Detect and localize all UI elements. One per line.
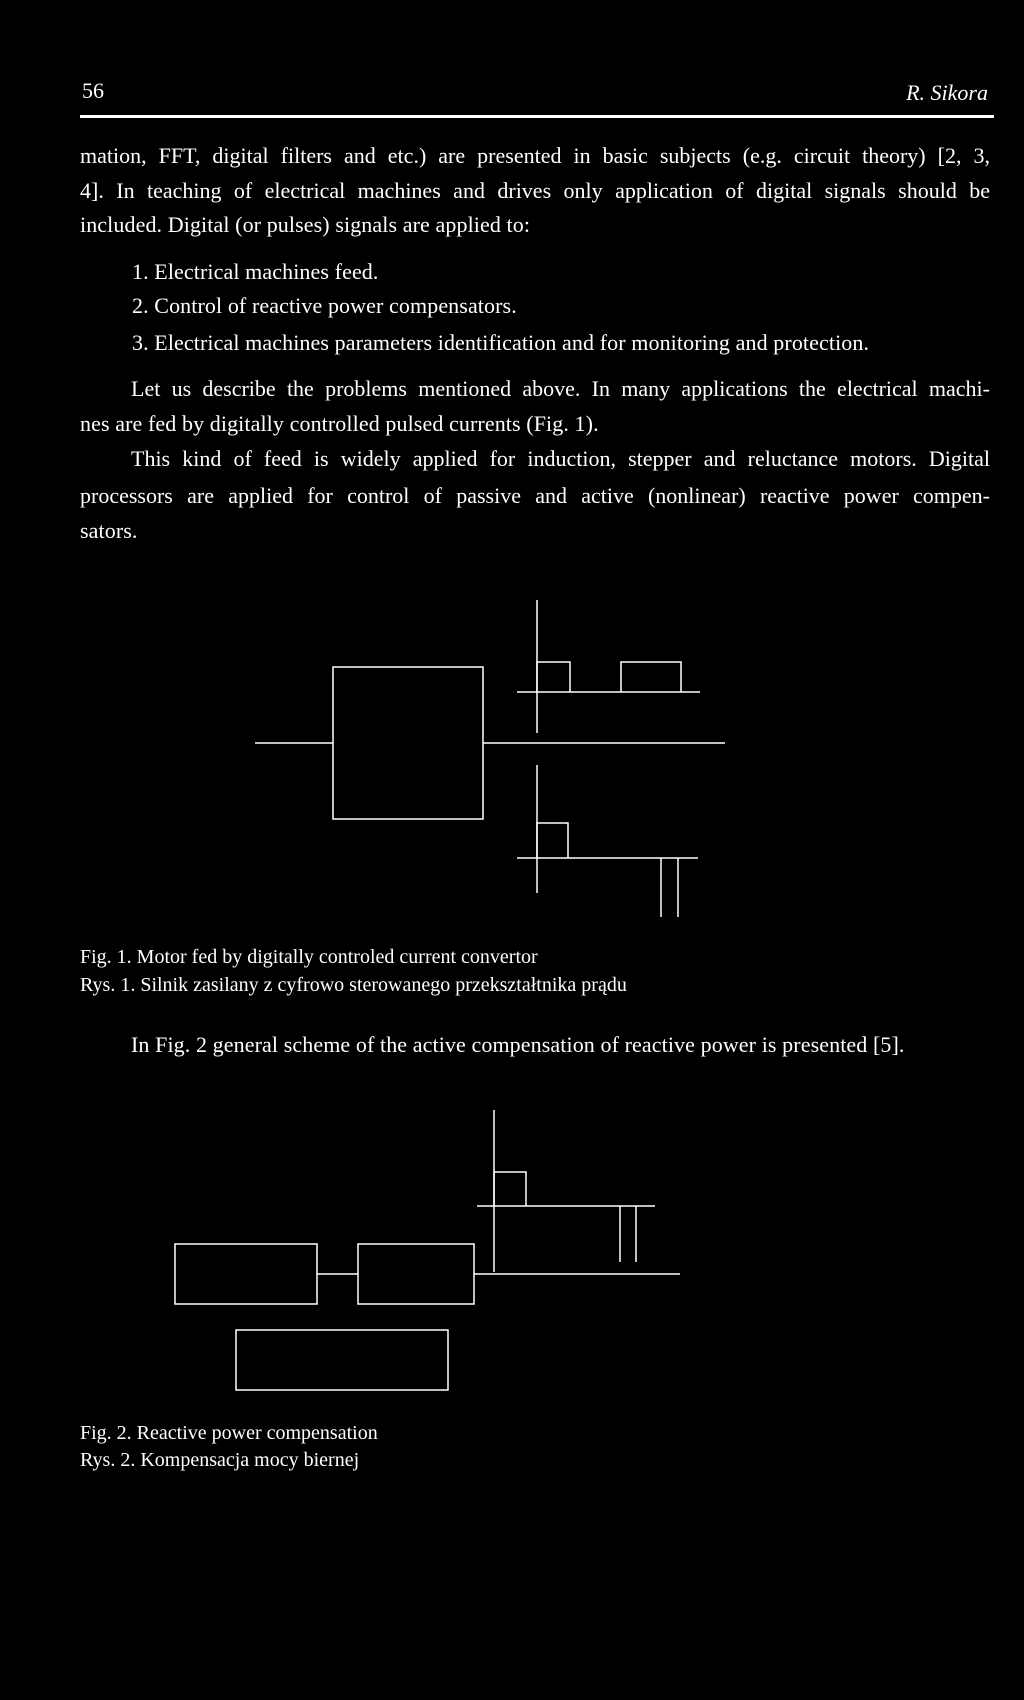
fig2-block-middle — [358, 1244, 474, 1304]
fig1-caption-pl: Rys. 1. Silnik zasilany z cyfrowo sterowanego przekształtnika prądu — [80, 974, 627, 996]
fig1-converter-block — [333, 667, 483, 819]
figure-1-diagram — [0, 590, 1024, 930]
fig2-pulse-1 — [494, 1172, 526, 1206]
para2-line-2: nes are fed by digitally controlled pulsed currents (Fig. 1). — [80, 411, 599, 436]
para2-line-1: Let us describe the problems mentioned above. In many applications the electrical machi- — [131, 376, 990, 401]
intro-line-2: 4]. In teaching of electrical machines and drives only application of digital signals should be — [80, 178, 990, 203]
fig1-bottom-pulse-1 — [537, 823, 568, 858]
list-item-1: 1. Electrical machines feed. — [132, 259, 379, 284]
intro-line-1: mation, FFT, digital filters and etc.) are presented in basic subjects (e.g. circuit theory) [2, 3, — [80, 143, 990, 168]
fig2-caption-pl: Rys. 2. Kompensacja mocy biernej — [80, 1449, 360, 1471]
para3-line-2: processors are applied for control of passive and active (nonlinear) reactive power compen- — [80, 483, 990, 508]
intro-line-3: included. Digital (or pulses) signals are applied to: — [80, 212, 531, 237]
para4-line-1: In Fig. 2 general scheme of the active compensation of reactive power is presented [5]. — [131, 1032, 905, 1057]
header-rule — [80, 115, 994, 118]
figure-2-diagram — [0, 1100, 1024, 1700]
fig2-block-bottom — [236, 1330, 448, 1390]
running-header-author: R. Sikora — [906, 80, 988, 105]
list-item-3: 3. Electrical machines parameters identification and for monitoring and protection. — [132, 330, 870, 355]
page-number: 56 — [82, 78, 104, 103]
fig1-caption-en: Fig. 1. Motor fed by digitally controled current convertor — [80, 946, 538, 968]
fig2-block-left — [175, 1244, 317, 1304]
list-item-2: 2. Control of reactive power compensators. — [132, 293, 517, 318]
fig2-caption-en: Fig. 2. Reactive power compensation — [80, 1422, 378, 1444]
para3-line-1: This kind of feed is widely applied for induction, stepper and reluctance motors. Digital — [131, 446, 990, 471]
fig1-top-pulse-1 — [537, 662, 570, 692]
fig1-top-pulse-2 — [621, 662, 681, 692]
para3-line-3: sators. — [80, 518, 138, 543]
